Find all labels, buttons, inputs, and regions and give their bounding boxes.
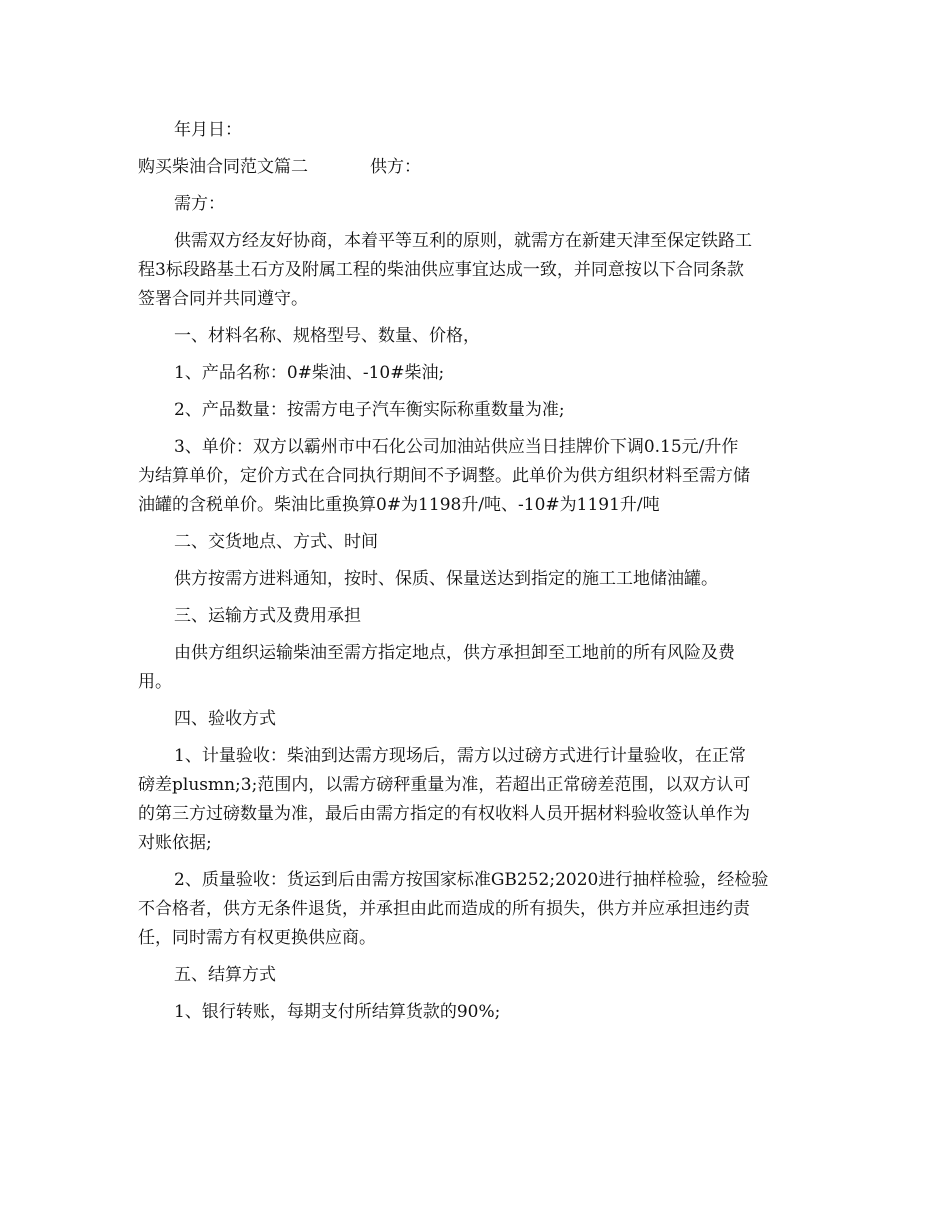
transport-paragraph — [138, 639, 816, 697]
section-heading-3: 三、运输方式及费用承担 — [174, 606, 361, 626]
settlement-item-1: 1、银行转账，每期支付所结算货款的90%; — [174, 1002, 501, 1022]
transport-line: 用。 — [138, 672, 172, 692]
transport-line: 由供方组织运输柴油至需方指定地点，供方承担卸至工地前的所有风险及费 — [174, 643, 735, 663]
item-unit-price — [138, 433, 816, 520]
intro-line: 签署合同并共同遵守。 — [138, 289, 308, 309]
intro-line: 供需双方经友好协商，本着平等互利的原则，就需方在新建天津至保定铁路工 — [174, 231, 752, 251]
section-heading-1: 一、材料名称、规格型号、数量、价格， — [174, 326, 480, 346]
item-product-quantity: 2、产品数量：按需方电子汽车衡实际称重数量为准; — [174, 400, 565, 420]
unit-price-line: 油罐的含税单价。柴油比重换算0#为1198升/吨、-10#为1191升/吨 — [138, 495, 660, 515]
metering-line: 的第三方过磅数量为准，最后由需方指定的有权收料人员开据材料验收签认单作为 — [138, 804, 750, 824]
quality-line: 2、质量验收：货运到后由需方按国家标准GB252;2020进行抽样检验，经检验 — [174, 870, 769, 890]
metering-line: 对账依据; — [138, 833, 212, 853]
buyer-label: 需方： — [174, 194, 225, 214]
quality-line: 任，同时需方有权更换供应商。 — [138, 928, 376, 948]
metering-line: 磅差plusmn;3;范围内，以需方磅秤重量为准，若超出正常磅差范围，以双方认可 — [138, 775, 751, 795]
date-line: 年月日： — [174, 120, 242, 140]
intro-line: 程3标段路基土石方及附属工程的柴油供应事宜达成一致，并同意按以下合同条款 — [138, 260, 744, 280]
unit-price-line: 为结算单价，定价方式在合同执行期间不予调整。此单价为供方组织材料至需方储 — [138, 466, 750, 486]
item-product-name: 1、产品名称：0#柴油、-10#柴油; — [174, 363, 445, 383]
section-heading-2: 二、交货地点、方式、时间 — [174, 532, 378, 552]
unit-price-line: 3、单价：双方以霸州市中石化公司加油站供应当日挂牌价下调0.15元/升作 — [174, 437, 739, 457]
section-heading-5: 五、结算方式 — [174, 965, 276, 985]
quality-line: 不合格者，供方无条件退货，并承担由此而造成的所有损失，供方并应承担违约责 — [138, 899, 750, 919]
supplier-label: 供方： — [370, 157, 421, 177]
delivery-text: 供方按需方进料通知，按时、保质、保量送达到指定的施工工地储油罐。 — [174, 569, 718, 589]
intro-paragraph — [138, 227, 816, 314]
metering-line: 1、计量验收：柴油到达需方现场后，需方以过磅方式进行计量验收，在正常 — [174, 746, 746, 766]
section-heading-4: 四、验收方式 — [174, 709, 276, 729]
document-title: 购买柴油合同范文篇二 — [138, 157, 308, 177]
title-row — [138, 153, 816, 182]
metering-acceptance — [138, 742, 816, 858]
quality-acceptance — [138, 866, 816, 953]
document-body — [138, 116, 816, 1035]
